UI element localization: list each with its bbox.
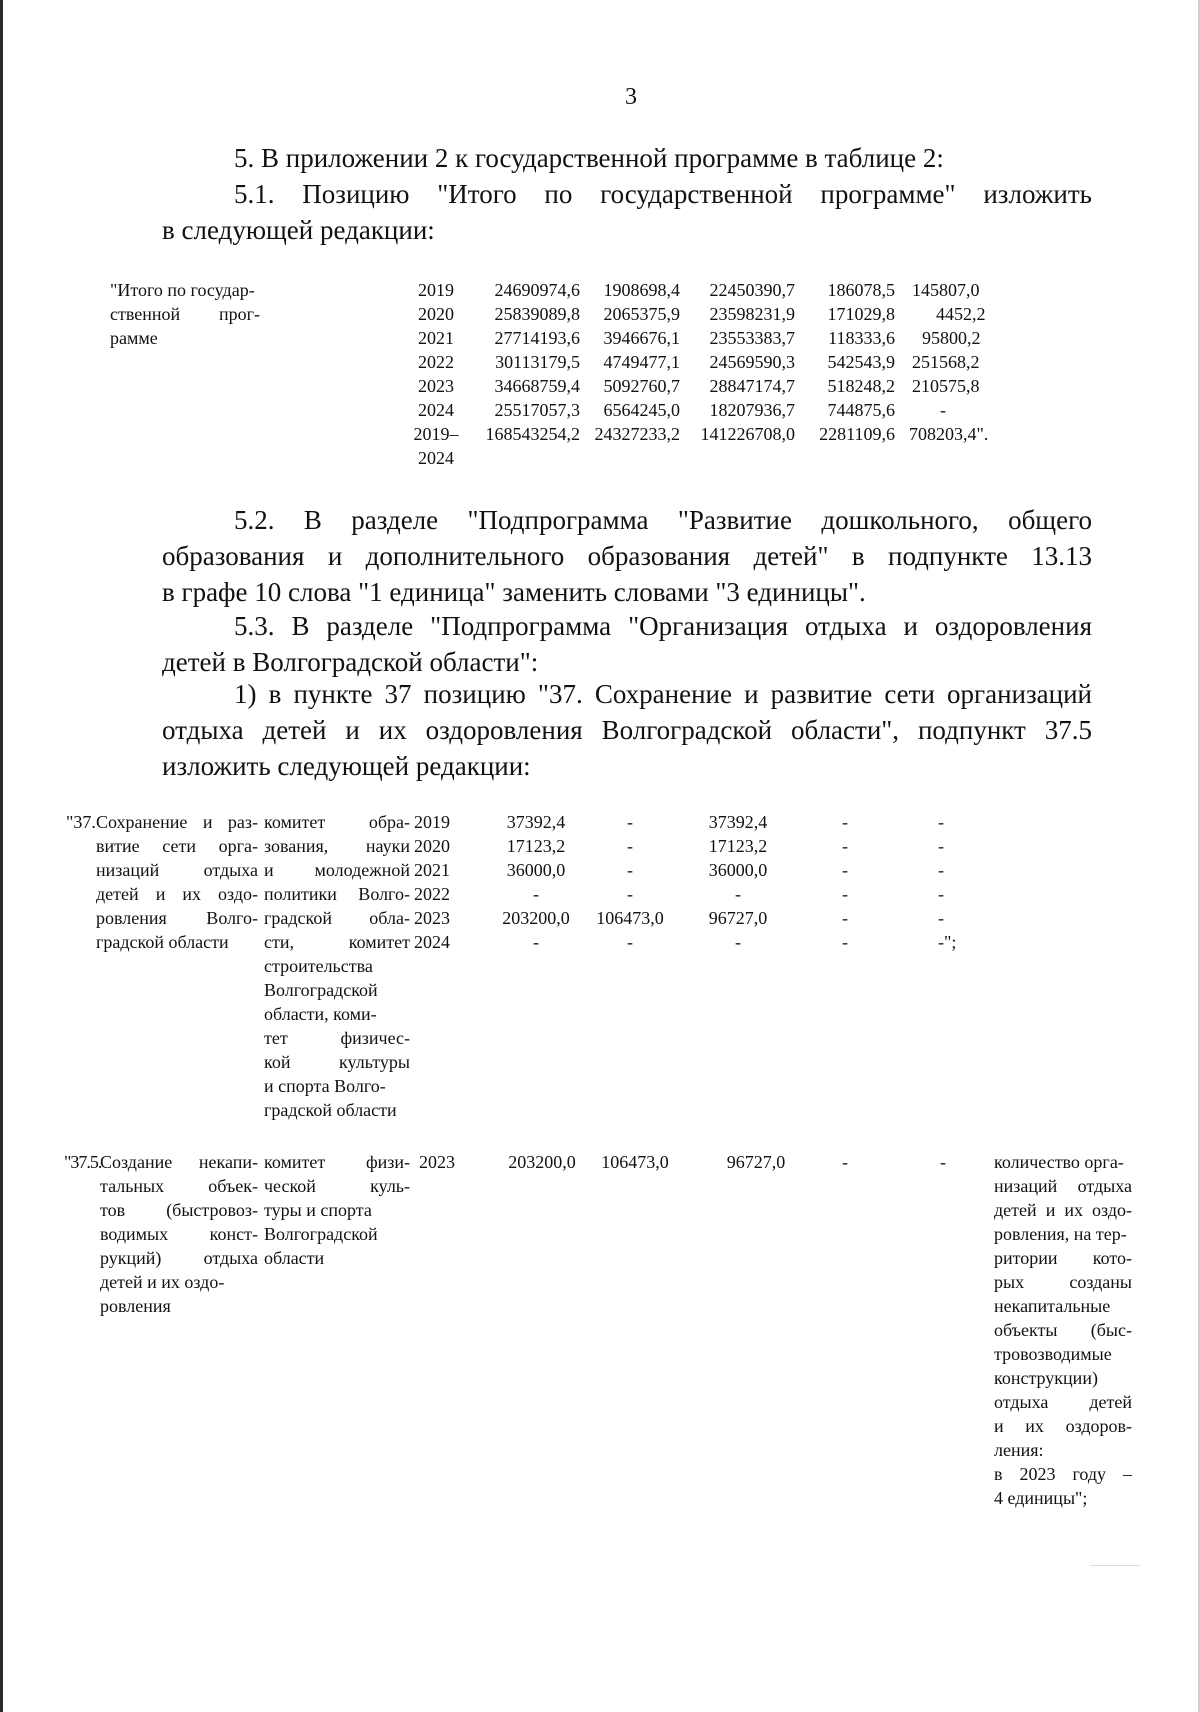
section-5-2-line: 5.2. В разделе "Подпрограмма "Развитие дошкольного, общего [234, 505, 1092, 535]
row37-name-line: детей и их оздо- [96, 884, 258, 904]
row375-year: 2023 [419, 1152, 455, 1172]
table1-label-line: ственной прог- [110, 304, 260, 324]
table1-label-line: рамме [110, 328, 158, 348]
section-5-1-line-1: 5.1. Позицию "Итого по государственной программе" изложить [234, 179, 1092, 209]
table1-cell: 141226708,0 [700, 424, 795, 444]
row37-cell: - [735, 932, 741, 952]
table1-cell: 27714193,6 [494, 328, 580, 348]
section-5-3-item-1-line: 1) в пункте 37 позицию "37. Сохранение и развитие сети организаций [234, 679, 1092, 709]
table1-cell: 3946676,1 [603, 328, 680, 348]
section-5-heading: 5. В приложении 2 к государственной программе в таблице 2: [234, 143, 944, 173]
row37-name-line: низаций отдыха [96, 860, 258, 880]
row37-year: 2019 [414, 812, 450, 832]
row375-name-line: рукций) отдыха [100, 1248, 258, 1268]
row37-cell: - [533, 932, 539, 952]
row375-executor-line: туры и спорта [264, 1200, 372, 1220]
row37-cell: - [842, 884, 848, 904]
table1-cell: 210575,8 [912, 376, 980, 396]
table1-col-federal [584, 278, 680, 446]
row37-cell: -"; [938, 932, 957, 952]
section-5-2-line: в графе 10 слова "1 единица" заменить словами "3 единицы". [162, 577, 866, 607]
section-5-3-item-1-line: отдыха детей и их оздоровления Волгоградской области", подпункт 37.5 [162, 715, 1092, 745]
table1-label-line: "Итого по государ- [110, 280, 255, 300]
section-5-3-line: детей в Волгоградской области": [162, 647, 539, 677]
row375-name-line: ровления [100, 1296, 171, 1316]
row375-result [994, 1150, 1132, 1510]
section-5-3-text [162, 608, 1092, 680]
row37-executor-line: Волгоградской [264, 980, 378, 1000]
table1-cell: 118333,6 [828, 328, 895, 348]
scan-edge-left [0, 0, 3, 1712]
row37-executor-line: области, коми- [264, 1004, 377, 1024]
row37-name-line: градской области [96, 932, 229, 952]
row37-cell: - [627, 836, 633, 856]
table1-col-regional [684, 278, 795, 446]
row37-executor-line: зования, науки [264, 836, 410, 856]
table1-cell: 24327233,2 [594, 424, 680, 444]
table1-cell: 2281109,6 [819, 424, 895, 444]
table1-cell: 25839089,8 [494, 304, 580, 324]
row37-cell: - [842, 812, 848, 832]
row37-name-line: ровления Волго- [96, 908, 258, 928]
table1-cell: 171029,8 [827, 304, 895, 324]
row37-year: 2020 [414, 836, 450, 856]
row37-executor-line: сти, комитет [264, 932, 410, 952]
row37-name [96, 810, 258, 954]
row375-result-line: в 2023 году – [994, 1464, 1132, 1484]
section-5-3-item-1-line: изложить следующей редакции: [162, 751, 531, 781]
row375-total: 203200,0 [508, 1152, 576, 1172]
row375-result-line: рых созданы [994, 1272, 1132, 1292]
row37-col-federal [590, 810, 670, 954]
row375-regional: 96727,0 [726, 1152, 786, 1172]
row37-cell: 17123,2 [506, 836, 566, 856]
table1-year: 2019 [418, 280, 454, 300]
table1-cell: 30113179,5 [495, 352, 580, 372]
table1-cell: 24569590,3 [709, 352, 795, 372]
row375-result-line: 4 единицы"; [994, 1488, 1088, 1508]
table1-year: 2020 [418, 304, 454, 324]
row37-cell: - [842, 908, 848, 928]
row37-cell: - [842, 860, 848, 880]
table1-cell: 95800,2 [922, 328, 981, 348]
row375-executor-line: комитет физи- [264, 1152, 410, 1172]
table1-cell: 542543,9 [827, 352, 895, 372]
table1-cell: 4452,2 [936, 304, 986, 324]
row37-cell: - [938, 860, 944, 880]
section-5-text [162, 140, 1092, 248]
row37-cell: - [627, 884, 633, 904]
table1-col-local [802, 278, 895, 446]
row37-cell: 36000,0 [708, 860, 768, 880]
row37-col-other [938, 810, 978, 954]
row37-cell: 106473,0 [596, 908, 664, 928]
row375-result-line: ритории кото- [994, 1248, 1132, 1268]
row37-name-line: витие сети орга- [96, 836, 258, 856]
table1-cell: 168543254,2 [485, 424, 580, 444]
row37-year: 2023 [414, 908, 450, 928]
row37-executor-line: строительства [264, 956, 373, 976]
table1-cell: 2065375,9 [603, 304, 680, 324]
table1-cell: 18207936,7 [709, 400, 795, 420]
table1-cell: 5092760,7 [603, 376, 680, 396]
page-number: 3 [625, 84, 637, 110]
section-5-1-line-2: в следующей редакции: [162, 215, 435, 245]
section-5-3-item-1 [162, 676, 1092, 784]
row37-executor-line: кой культуры [264, 1052, 410, 1072]
table1-year: 2021 [418, 328, 454, 348]
row375-result-line: объекты (быс- [994, 1320, 1132, 1340]
table1-cell: 23553383,7 [709, 328, 795, 348]
row375-result-line: количество орга- [994, 1152, 1124, 1172]
scan-mark [1090, 1565, 1140, 1566]
row375-executor-line: Волгоградской [264, 1224, 378, 1244]
row375-local: - [842, 1152, 848, 1172]
table1-col-other [900, 278, 1010, 446]
table1-year: 2024 [418, 400, 454, 420]
table1-year: 2023 [418, 376, 454, 396]
table1-cell: 744875,6 [827, 400, 895, 420]
row37-cell: 37392,4 [708, 812, 768, 832]
table1-year: 2022 [418, 352, 454, 372]
row37-executor-line: комитет обра- [264, 812, 410, 832]
row375-name [100, 1150, 258, 1318]
row375-result-line: тровозводимые [994, 1344, 1112, 1364]
row37-year: 2022 [414, 884, 450, 904]
row37-cell: 36000,0 [506, 860, 566, 880]
row37-years [414, 810, 460, 954]
table1-year: 2024 [418, 448, 454, 468]
table1-cell: 23598231,9 [709, 304, 795, 324]
table1-cell: 708203,4". [909, 424, 989, 444]
row37-cell: - [842, 836, 848, 856]
row375-result-line: и их оздоров- [994, 1416, 1132, 1436]
row37-cell: - [627, 860, 633, 880]
row37-executor-line: тет физичес- [264, 1028, 410, 1048]
row375-name-line: Создание некапи- [100, 1152, 258, 1172]
row37-cell: 203200,0 [502, 908, 570, 928]
row37-cell: - [735, 884, 741, 904]
table1-cell: 145807,0 [912, 280, 980, 300]
table1-cell: 24690974,6 [494, 280, 580, 300]
table1-cell: 186078,5 [827, 280, 895, 300]
row37-cell: 17123,2 [708, 836, 768, 856]
row375-executor-line: области [264, 1248, 325, 1268]
row37-cell: - [533, 884, 539, 904]
row37-name-line: Сохранение и раз- [96, 812, 258, 832]
row375-name-line: детей и их оздо- [100, 1272, 225, 1292]
row37-col-regional [696, 810, 780, 954]
row37-cell: - [842, 932, 848, 952]
table1-cell: 34668759,4 [494, 376, 580, 396]
row375-other: - [940, 1152, 946, 1172]
row37-cell: - [938, 884, 944, 904]
row37-year: 2024 [414, 932, 450, 952]
row375-result-line: ровления, на тер- [994, 1224, 1127, 1244]
row37-cell: - [627, 932, 633, 952]
table1-cell: 28847174,7 [709, 376, 795, 396]
row375-executor-line: ческой куль- [264, 1176, 410, 1196]
table1-cell: 25517057,3 [494, 400, 580, 420]
row37-cell: - [938, 836, 944, 856]
section-5-3-line: 5.3. В разделе "Подпрограмма "Организация отдыха и оздоровления [234, 611, 1092, 641]
row37-cell: - [627, 812, 633, 832]
row37-executor-line: и спорта Волго- [264, 1076, 386, 1096]
row375-result-line: некапитальные [994, 1296, 1111, 1316]
table1-cell: 4749477,1 [603, 352, 680, 372]
row375-result-line: отдыха детей [994, 1392, 1132, 1412]
row37-cell: - [938, 908, 944, 928]
row37-executor-line: политики Волго- [264, 884, 410, 904]
row37-col-total [488, 810, 584, 954]
row375-result-line: конструкции) [994, 1368, 1098, 1388]
section-5-2-text [162, 502, 1092, 610]
table1-cell: 518248,2 [827, 376, 895, 396]
row375-result-line: детей и их оздо- [994, 1200, 1132, 1220]
row375-federal: 106473,0 [601, 1152, 669, 1172]
table1-cell: 1908698,4 [603, 280, 680, 300]
row37-cell: 37392,4 [506, 812, 566, 832]
row375-number: "37.5. [64, 1152, 102, 1172]
table1-col-total [470, 278, 580, 446]
table1-cell: 251568,2 [912, 352, 980, 372]
table1-cell: 6564245,0 [603, 400, 680, 420]
row37-cell: 96727,0 [708, 908, 768, 928]
row375-result-line: ления: [994, 1440, 1044, 1460]
row37-executor-line: градской обла- [264, 908, 410, 928]
row375-name-line: тов (быстровоз- [100, 1200, 258, 1220]
table1-year: 2019– [413, 424, 459, 444]
table1-cell: 22450390,7 [709, 280, 795, 300]
row37-executor-line: и молодежной [264, 860, 410, 880]
row37-col-local [830, 810, 860, 954]
table1-cell: - [940, 400, 946, 420]
row37-number: "37. [66, 812, 96, 832]
row37-year: 2021 [414, 860, 450, 880]
row375-result-line: низаций отдыха [994, 1176, 1132, 1196]
section-5-2-line: образования и дополнительного образования детей" в подпункте 13.13 [162, 541, 1092, 571]
row375-executor [264, 1150, 410, 1270]
table1-label [110, 278, 260, 350]
row375-name-line: водимых конст- [100, 1224, 258, 1244]
row375-name-line: тальных объек- [100, 1176, 258, 1196]
row37-executor-line: градской области [264, 1100, 397, 1120]
table1-years [410, 278, 462, 470]
row37-cell: - [938, 812, 944, 832]
row37-executor [264, 810, 410, 1122]
